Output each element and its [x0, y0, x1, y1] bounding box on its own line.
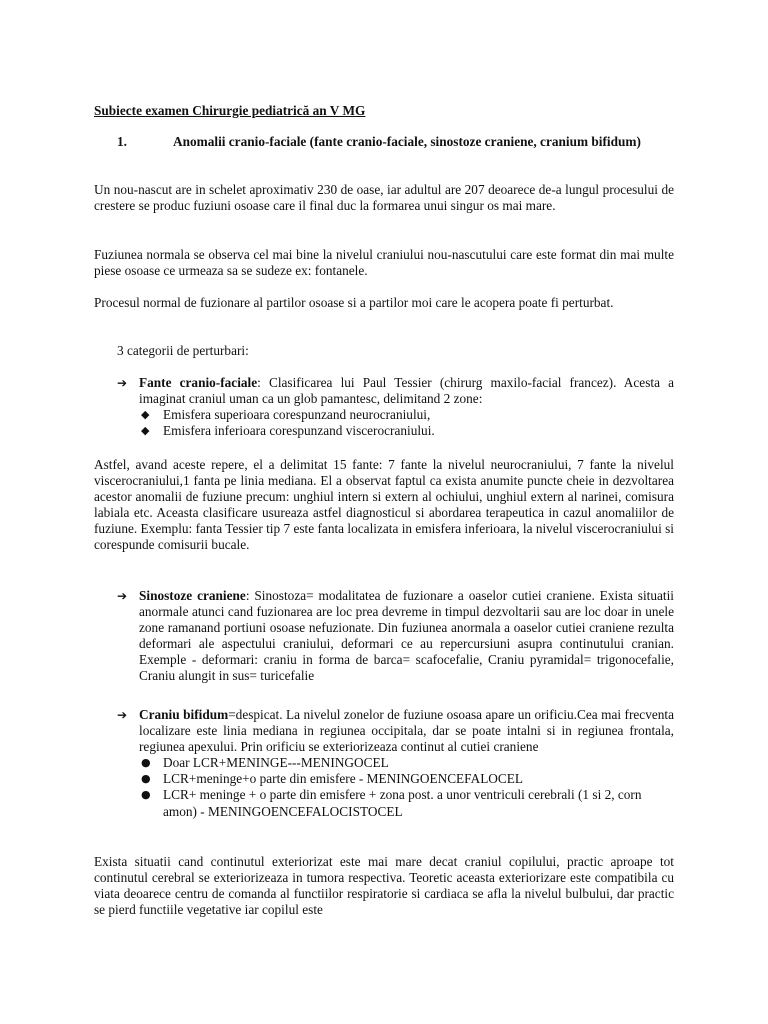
sub-list [117, 755, 674, 819]
sub-list-item-text: Emisfera superioara corespunzand neurocraniului, [163, 407, 431, 423]
sub-list [117, 407, 674, 439]
list-item-fante [117, 375, 674, 439]
list-item-text [139, 375, 674, 407]
sub-list-item [139, 423, 674, 439]
paragraph-5: Astfel, avand aceste repere, el a delimitat 15 fante: 7 fante la nivelul neurocraniului, 7 fante la nivelul viscerocraniului,1 fanta pe linia mediana. El a observat faptul ca exista anumite puncte cheie in dezvoltarea acestor anomalii de fuziune precum: unghiul intern si extern al ochiului, unghiul extern al narinei, comisura labiala etc. Aceasta clasificare usureaza astfel diagnosticul si abordarea terapeutica in cazul anomaliilor de fuziune. Exemplu: fanta Tessier tip 7 este fanta localizata in emisfera inferioara, la nivelul viscerocraniului si corespunde comisurii bucale. [94, 457, 674, 553]
list-item-term: Fante cranio-faciale [139, 375, 258, 390]
bullet-dot-icon: ● [141, 756, 151, 770]
sub-list-item-text: LCR+ meninge + o parte din emisfere + zona post. a unor ventriculi cerebrali (1 si 2, corn amon) - MENINGOENCEFALOCISTOCEL [163, 787, 642, 819]
arrow-icon: ➔ [117, 589, 128, 603]
sub-list-item-text: Emisfera inferioara corespunzand viscerocraniului. [163, 423, 435, 439]
bullet-dot-icon: ● [141, 772, 151, 786]
section-heading [117, 134, 674, 150]
list-item-term: Sinostoze craniene [139, 588, 246, 603]
sub-list-item [139, 771, 674, 787]
arrow-icon: ➔ [117, 376, 128, 390]
paragraph-3: Procesul normal de fuzionare al partilor osoase si a partilor moi care le acopera poate fi perturbat. [94, 295, 614, 310]
sub-list-item [139, 407, 674, 423]
list-item-craniu-bifidum [117, 707, 674, 820]
paragraph-4: 3 categorii de perturbari: [117, 343, 249, 358]
bullet-dot-icon: ● [141, 788, 151, 802]
paragraph-6: Exista situatii cand continutul exteriorizat este mai mare decat craniul copilului, practic aproape tot continutul cerebral se exteriorizeaza in tumora respectiva. Teoretic aceasta exteriorizare este compatibila cu viata deoarece centru de comanda al functiilor respiratorie si cardiaca se afla la nivelul bulbului, dar practic se pierd functiile vegetative iar copilul este [94, 854, 674, 918]
section-number: 1. [117, 134, 127, 149]
paragraph-1: Un nou-nascut are in schelet aproximativ 230 de oase, iar adultul are 207 deoarece de-a lungul procesului de crestere se produc fuziuni osoase care il final duc la formarea unui singur os mai mare. [94, 182, 674, 214]
sub-list-item-text: Doar LCR+MENINGE---MENINGOCEL [163, 755, 389, 771]
sub-list-item-text: LCR+meninge+o parte din emisfere - MENINGOENCEFALOCEL [163, 771, 524, 787]
arrow-icon: ➔ [117, 708, 128, 722]
list-item-sinostoze [117, 588, 674, 685]
list-item-text [139, 707, 674, 755]
list-item-term: Craniu bifidum [139, 707, 229, 722]
list-item-body: =despicat. La nivelul zonelor de fuziune osoasa apare un orificiu.Cea mai frecventa localizare este linia mediana in regiunea occipitala, dar se poate intalni si in regiunea frontala, regiunea apexului. Prin orificiu se exteriorizeaza continut al cutiei craniene [139, 707, 674, 755]
sub-list-item [139, 755, 674, 771]
list-item-text [139, 588, 674, 685]
section-heading-text: Anomalii cranio-faciale (fante cranio-faciale, sinostoze craniene, cranium bifidum) [173, 134, 641, 149]
diamond-icon: ◆ [141, 424, 150, 438]
document-title: Subiecte examen Chirurgie pediatrică an V MG [94, 103, 366, 118]
diamond-icon: ◆ [141, 408, 150, 422]
list-item-body: : Sinostoza= modalitatea de fuzionare a oaselor cutiei craniene. Exista situatii anormale atunci cand fuzionarea are loc prea devreme in timpul dezvoltarii sau are loc doar in unele zone ramanand portiuni osoase nefuzionate. Din fuziunea anormala a oaselor cutiei craniene rezulta deformari ale aspectului craniului, deformari ce au repercursiuni asupra continutului cranian. Exemple - deformari: craniu in forma de barca= scafocefalie, Craniu pyramidal= trigonocefalie, Craniu alungit in sus= turicefalie [139, 588, 674, 684]
list-item-body: : Clasificarea lui Paul Tessier (chirurg maxilo-facial francez). Acesta a imaginat craniul uman ca un glob pamantesc, delimitand 2 zone: [139, 375, 674, 407]
sub-list-item [139, 787, 674, 819]
paragraph-2: Fuziunea normala se observa cel mai bine la nivelul craniului nou-nascutului care este format din mai multe piese osoase ce urmeaza sa se sudeze ex: fontanele. [94, 247, 674, 279]
